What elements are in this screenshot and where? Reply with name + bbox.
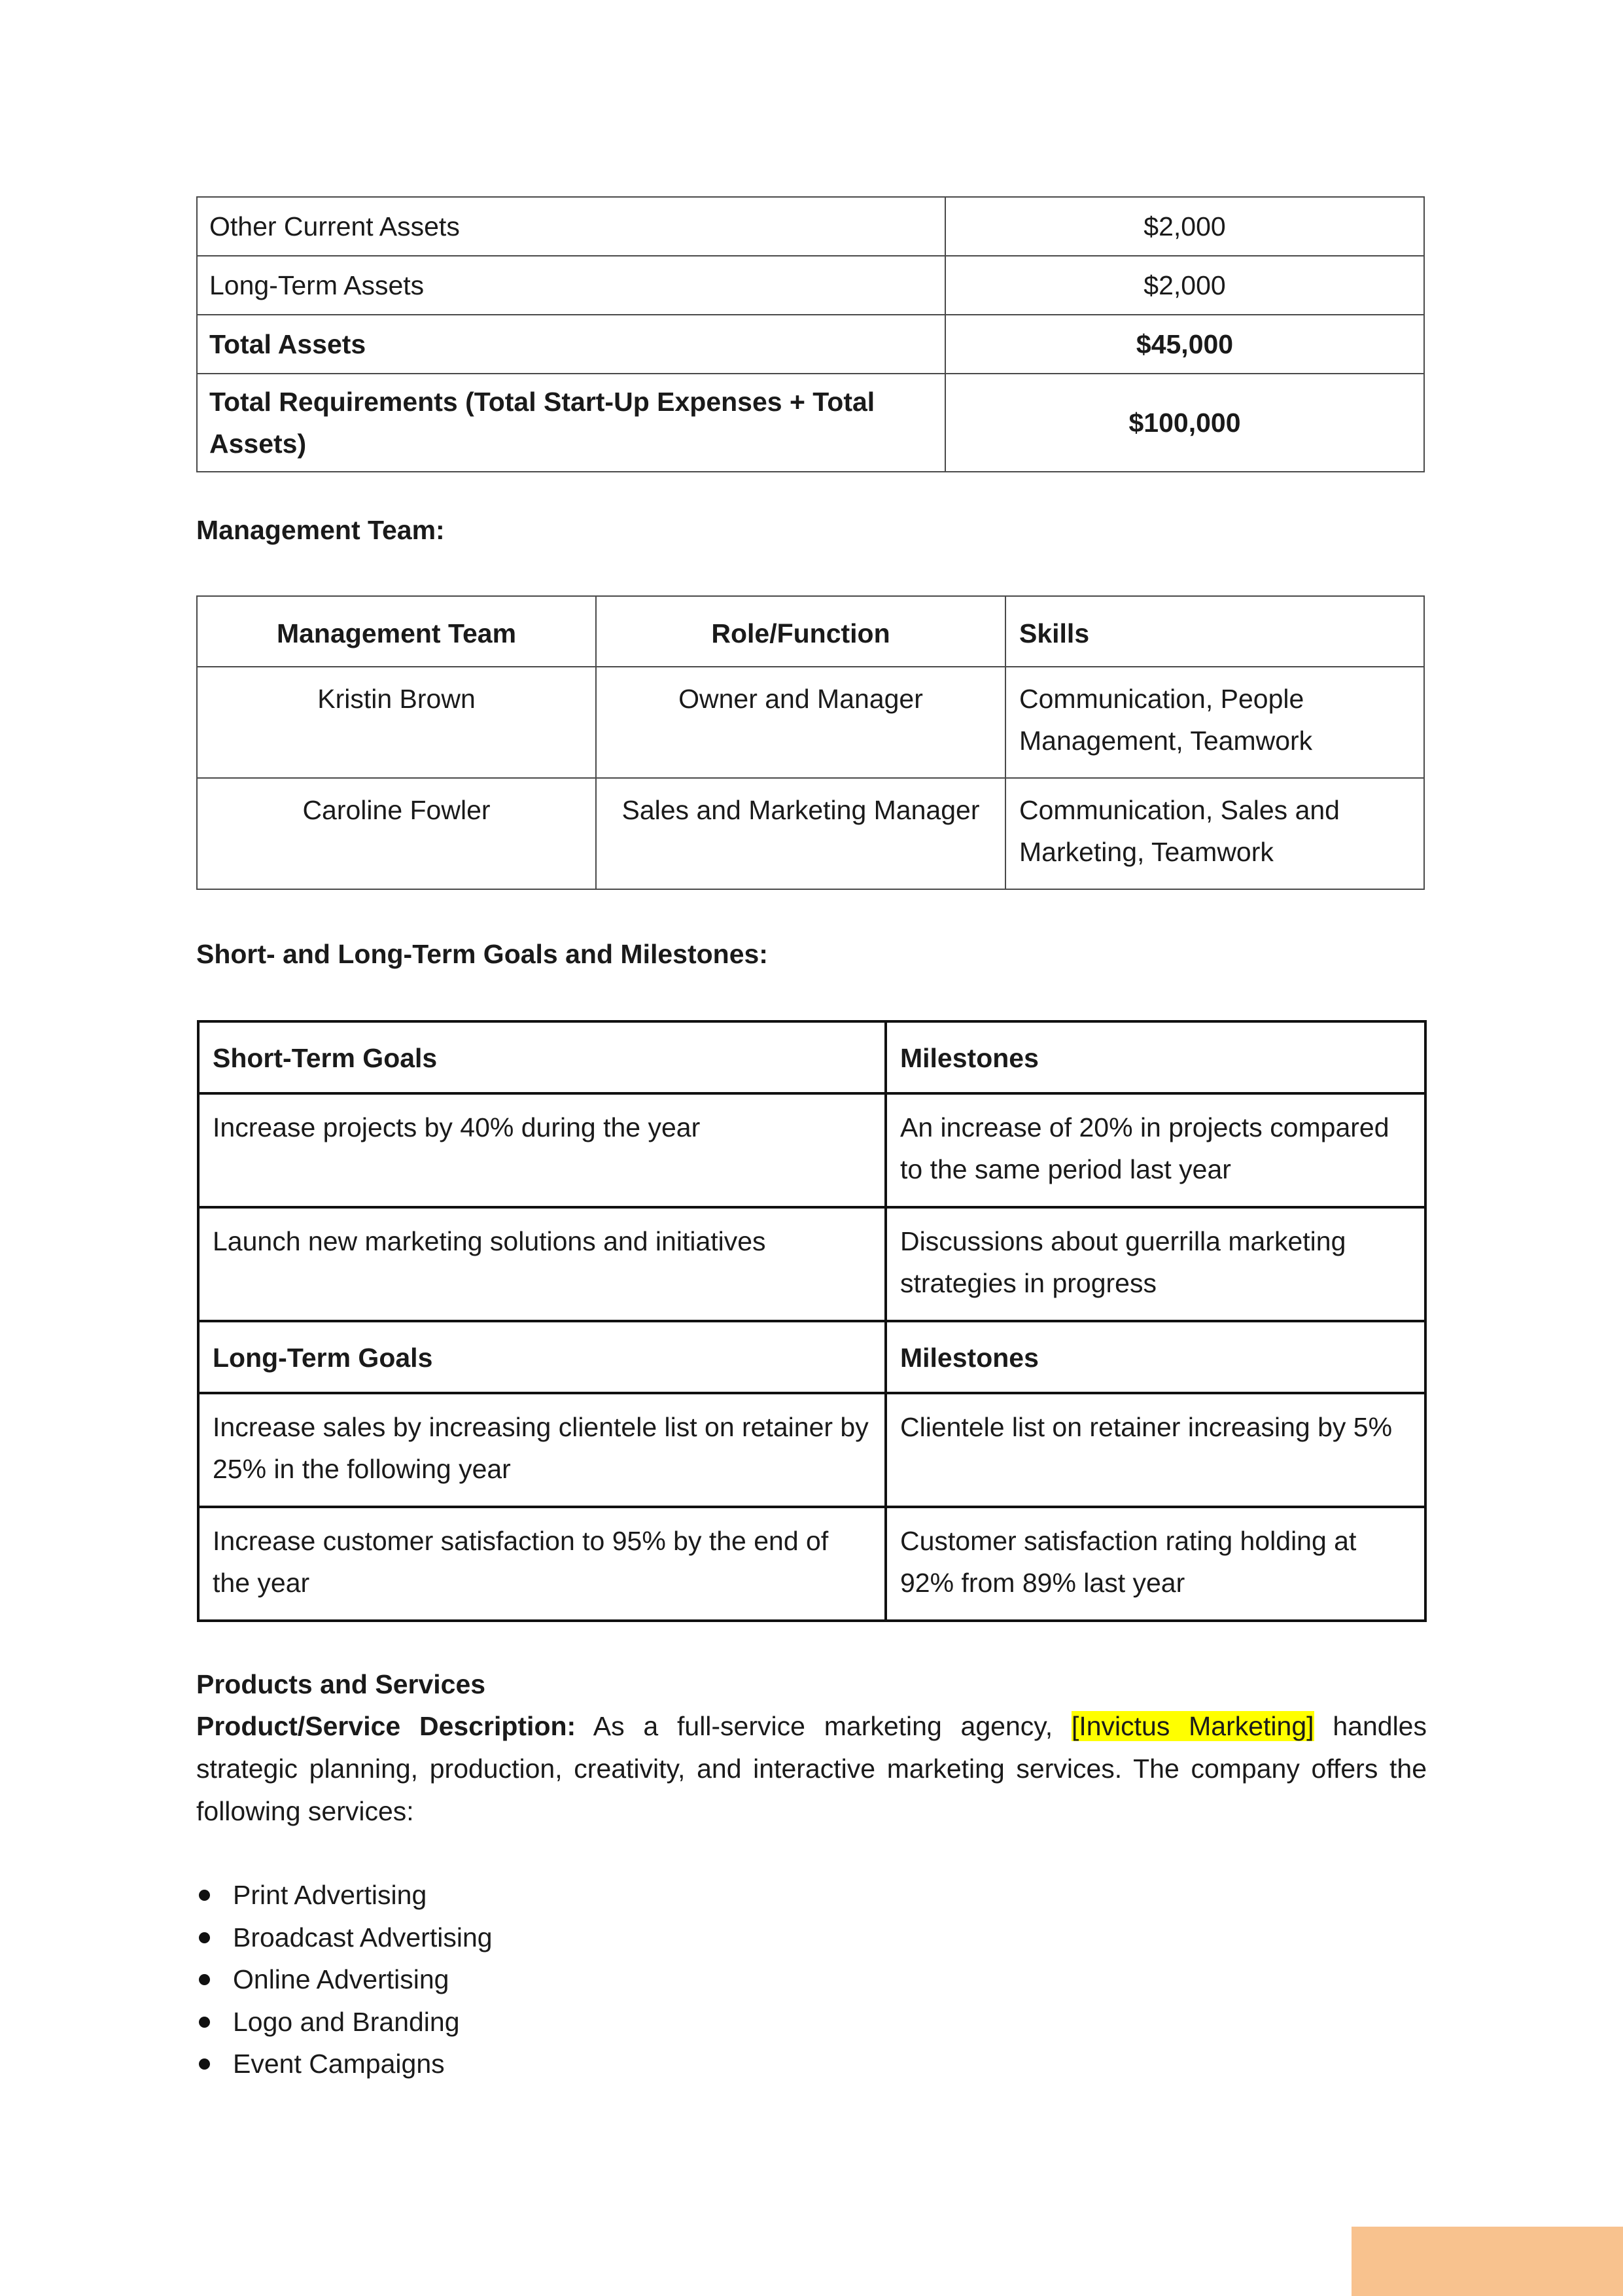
member-role: Owner and Manager [596,667,1005,778]
table-row [197,315,1424,374]
services-list [196,1874,493,2085]
milestones-header: Milestones [886,1321,1425,1393]
total-assets-value: $45,000 [945,315,1424,374]
table-row [197,667,1424,778]
product-description [196,1705,1427,1833]
company-name-placeholder: [Invictus Marketing] [1071,1711,1314,1741]
member-skills: Communication, People Management, Teamwork [1005,667,1424,778]
management-table [196,595,1425,890]
management-heading: Management Team: [196,515,445,545]
goal-cell: Increase customer satisfaction to 95% by the end of the year [198,1507,886,1621]
goal-cell: Increase sales by increasing clientele list on retainer by 25% in the following year [198,1393,886,1507]
asset-label: Other Current Assets [197,197,945,256]
table-row [198,1093,1425,1207]
goals-heading: Short- and Long-Term Goals and Milestones: [196,939,768,969]
total-assets-label: Total Assets [197,315,945,374]
table-header-row [198,1021,1425,1093]
description-intro: As a full-service marketing agency, [593,1711,1053,1741]
assets-table [196,196,1425,472]
description-label: Product/Service Description: [196,1711,576,1741]
column-header: Management Team [197,596,596,667]
goal-cell: Increase projects by 40% during the year [198,1093,886,1207]
asset-value: $2,000 [945,256,1424,315]
total-requirements-value: $100,000 [945,374,1424,472]
asset-value: $2,000 [945,197,1424,256]
column-header: Role/Function [596,596,1005,667]
table-row [197,197,1424,256]
table-header-row [198,1321,1425,1393]
asset-label: Long-Term Assets [197,256,945,315]
table-row [197,256,1424,315]
list-item: Broadcast Advertising [196,1916,493,1959]
table-row [197,778,1424,889]
products-title: Products and Services [196,1669,486,1699]
milestone-cell: Clientele list on retainer increasing by 5% [886,1393,1425,1507]
milestones-header: Milestones [886,1021,1425,1093]
list-item: Event Campaigns [196,2043,493,2085]
list-item: Online Advertising [196,1958,493,2001]
member-name: Caroline Fowler [197,778,596,889]
table-row [198,1207,1425,1321]
long-term-header: Long-Term Goals [198,1321,886,1393]
member-role: Sales and Marketing Manager [596,778,1005,889]
table-row [197,374,1424,472]
table-row [198,1507,1425,1621]
member-skills: Communication, Sales and Marketing, Teamwork [1005,778,1424,889]
description-rest: handles strategic planning, production, creativity, and interactive marketing services. The company offers the following services: [196,1711,1427,1826]
goals-table [197,1020,1427,1622]
column-header: Skills [1005,596,1424,667]
milestone-cell: An increase of 20% in projects compared to the same period last year [886,1093,1425,1207]
milestone-cell: Discussions about guerrilla marketing strategies in progress [886,1207,1425,1321]
corner-accent [1352,2227,1623,2296]
goal-cell: Launch new marketing solutions and initiatives [198,1207,886,1321]
short-term-header: Short-Term Goals [198,1021,886,1093]
list-item: Print Advertising [196,1874,493,1916]
list-item: Logo and Branding [196,2001,493,2043]
table-header-row [197,596,1424,667]
table-row [198,1393,1425,1507]
total-requirements-label: Total Requirements (Total Start-Up Expenses + Total Assets) [197,374,945,472]
milestone-cell: Customer satisfaction rating holding at 92% from 89% last year [886,1507,1425,1621]
member-name: Kristin Brown [197,667,596,778]
